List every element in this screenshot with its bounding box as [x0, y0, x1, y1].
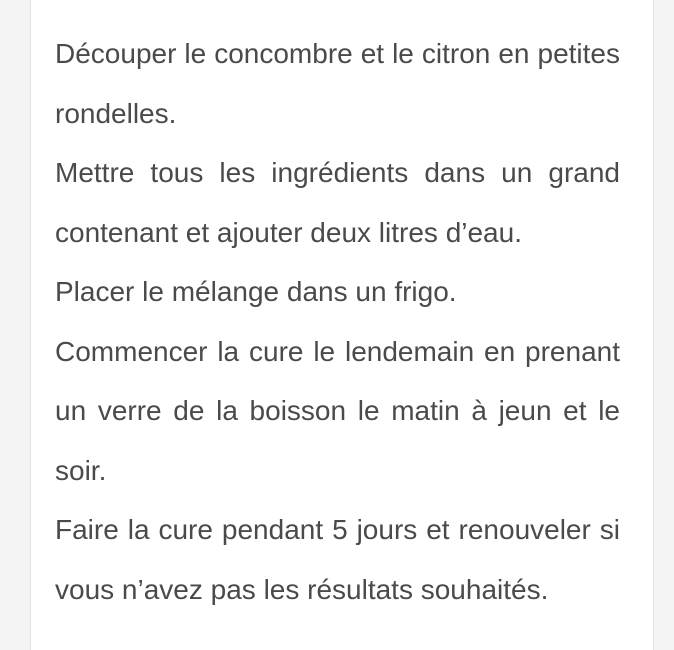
instruction-paragraph: Mettre tous les ingrédients dans un grand contenant et ajouter deux litres d’eau. — [55, 157, 620, 248]
instruction-paragraph: Placer le mélange dans un frigo. — [55, 276, 457, 307]
instruction-paragraph: Faire la cure pendant 5 jours et renouveler si vous n’avez pas les résultats souhaités. — [55, 514, 620, 605]
recipe-instructions — [55, 24, 620, 619]
instruction-paragraph: Commencer la cure le lendemain en prenant un verre de la boisson le matin à jeun et le soir. — [55, 335, 620, 486]
instruction-paragraph: Découper le concombre et le citron en petites rondelles. — [55, 38, 620, 129]
